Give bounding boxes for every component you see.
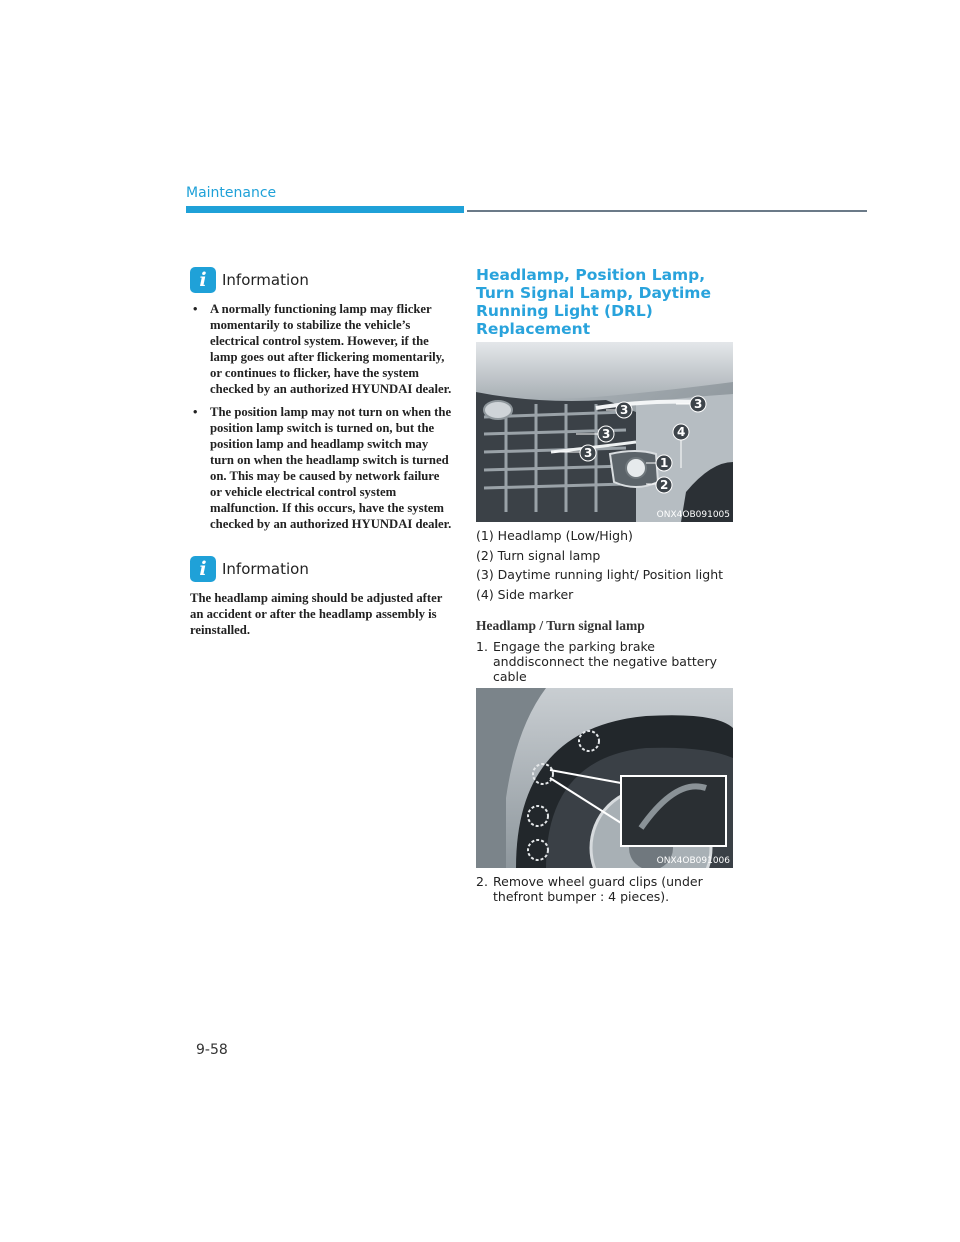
info-text: The headlamp aiming should be adjusted after an accident or after the headlamp assembly is reinstalled. (190, 591, 443, 637)
component-legend (476, 526, 736, 604)
information-label: Information (222, 560, 309, 578)
info-icon: i (190, 267, 216, 293)
procedure-step-1 (476, 639, 736, 684)
information-label: Information (222, 271, 309, 289)
callout-label: 3 (694, 397, 703, 411)
legend-item: (1) Headlamp (Low/High) (476, 528, 633, 543)
info-bullet: • A normally functioning lamp may flicker momentarily to stabilize the vehicle’s electrical control system. However, if the lamp goes out after flickering momentarily, or continues to flicker, have the system checked by an authorized HYUNDAI dealer. (190, 301, 452, 397)
callout-label: 2 (660, 478, 669, 492)
header-rule (467, 210, 867, 212)
section-header: Maintenance (186, 185, 277, 201)
image-code: ONX4OB091005 (656, 510, 730, 520)
callout-label: 3 (584, 446, 593, 460)
procedure-continued (476, 874, 736, 904)
info-bullet: • The position lamp may not turn on when the position lamp switch is turned on, but the position lamp and headlamp switch may turn on when the headlamp switch is turned on. This may be caused by network failure or vehicle electrical control system malfunction. If this occurs, have the system checked by an authorized HYUNDAI dealer. (190, 404, 452, 532)
procedure-step-2 (476, 874, 736, 904)
callout-label: 3 (602, 427, 611, 441)
headlamp-photo (476, 342, 733, 522)
legend-item: (2) Turn signal lamp (476, 547, 601, 563)
information-box-1 (190, 267, 452, 539)
step-number: 2. (476, 874, 488, 889)
callout-label: 3 (620, 403, 629, 417)
wheel-guard-illustration (476, 688, 733, 868)
callout-label: 4 (677, 425, 686, 439)
procedure (476, 618, 736, 684)
callout-label: 1 (660, 456, 669, 470)
wheel-guard-photo (476, 688, 733, 868)
info-icon: i (190, 556, 216, 582)
step-text: Engage the parking brake anddisconnect the negative battery cable (493, 639, 717, 684)
headlamp-illustration (476, 342, 733, 522)
procedure-heading: Headlamp / Turn signal lamp (476, 618, 645, 633)
header-accent-bar (186, 206, 464, 213)
legend-item: (4) Side marker (476, 586, 574, 602)
image-code: ONX4OB091006 (656, 856, 730, 866)
section-title: Headlamp, Position Lamp, Turn Signal Lamp, Daytime Running Light (DRL) Replacement (476, 266, 711, 338)
information-box-2 (190, 556, 452, 638)
legend-item: (3) Daytime running light/ Position light (476, 567, 724, 582)
page-number: 9-58 (196, 1042, 228, 1058)
step-text: Remove wheel guard clips (under thefront bumper : 4 pieces). (493, 874, 703, 904)
step-number: 1. (476, 639, 488, 654)
